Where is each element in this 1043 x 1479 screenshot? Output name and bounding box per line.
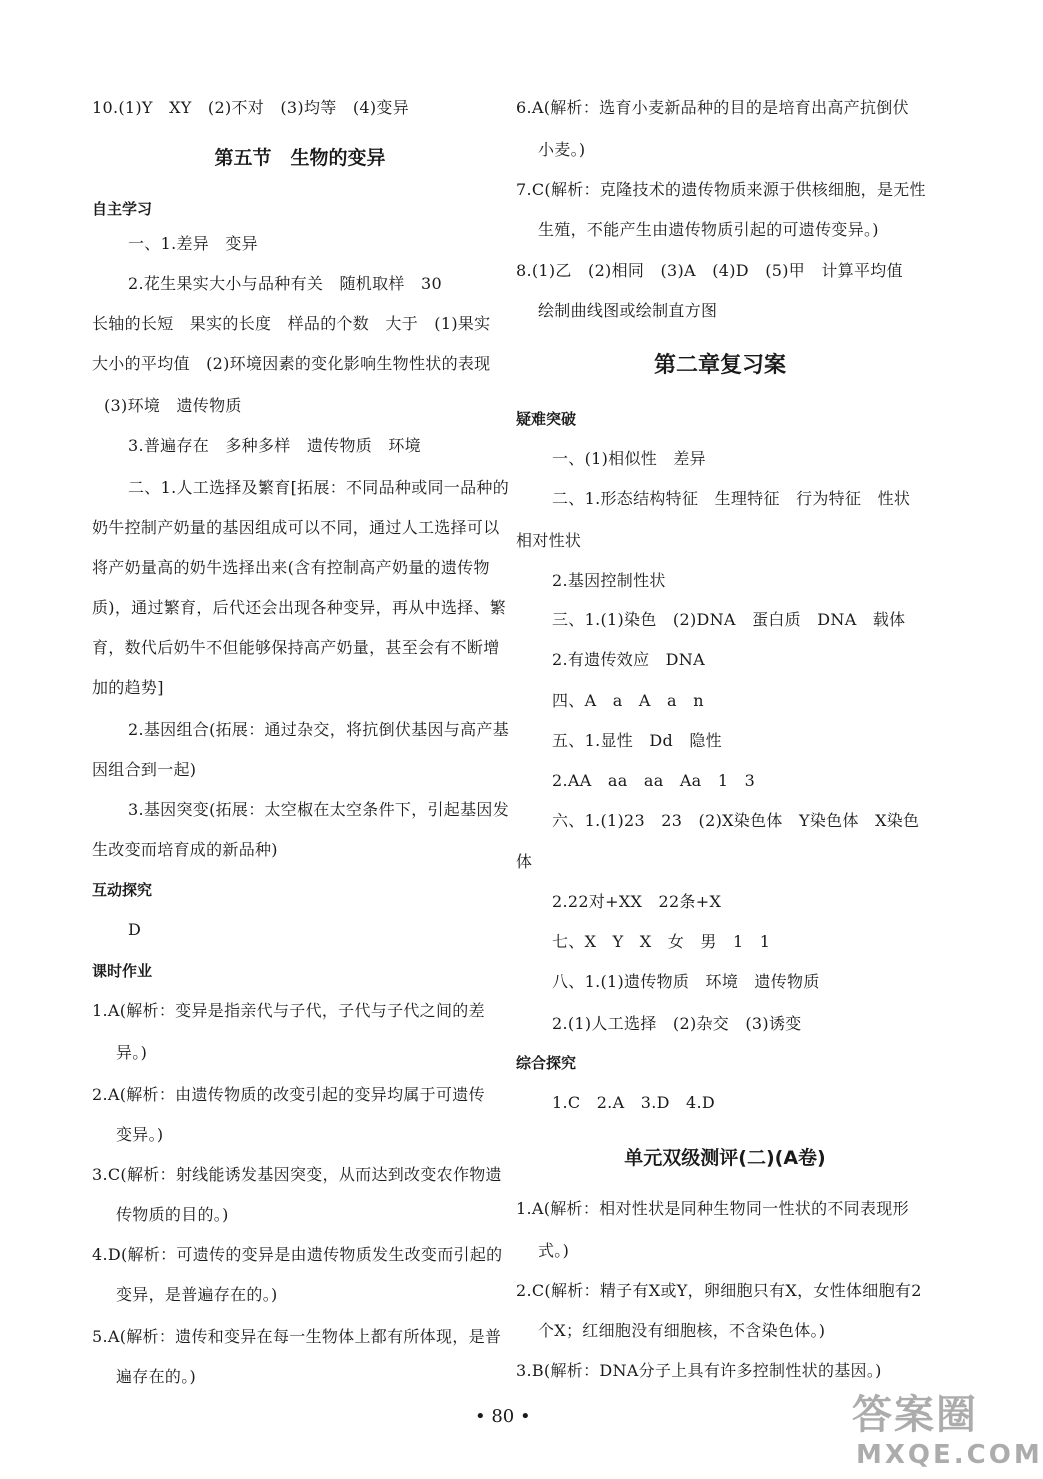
answer-line: 三、1.(1)染色 (2)DNA 蛋白质 DNA 载体: [552, 610, 906, 629]
answer-line: 2.花生果实大小与品种有关 随机取样 30: [128, 274, 442, 293]
answer-line: 一、(1)相似性 差异: [552, 449, 706, 468]
answer-line: 绘制曲线图或绘制直方图: [538, 301, 718, 320]
answer-line: 1.A(解析：变异是指亲代与子代，子代与子代之间的差: [92, 1001, 485, 1020]
chapter-title: 第二章复习案: [653, 353, 786, 378]
answer-line: 二、1.人工选择及繁育[拓展：不同品种或同一品种的: [128, 478, 510, 497]
answer-line: 遍存在的。): [116, 1367, 197, 1386]
answer-line: 2.22对+XX 22条+X: [552, 892, 722, 911]
answer-line: 变异。): [116, 1125, 164, 1144]
answer-line: 五、1.显性 Dd 隐性: [552, 731, 722, 750]
answer-line: 小麦。): [538, 140, 586, 159]
answer-line: 2.基因组合(拓展：通过杂交，将抗倒伏基因与高产基: [128, 720, 510, 739]
answer-line: 2.A(解析：由遗传物质的改变引起的变异均属于可遗传: [92, 1085, 485, 1104]
subsection-heading: 自主学习: [92, 200, 153, 218]
answer-line: 生殖，不能产生由遗传物质引起的可遗传变异。): [538, 220, 879, 239]
answer-line: 因组合到一起): [92, 760, 197, 779]
answer-line: 2.C(解析：精子有X或Y，卵细胞只有X，女性体细胞有2: [516, 1281, 922, 1300]
answer-line: 3.普遍存在 多种多样 遗传物质 环境: [128, 436, 421, 455]
answer-line: 体: [516, 852, 533, 871]
answer-line: 3.C(解析：射线能诱发基因突变，从而达到改变农作物遗: [92, 1165, 502, 1184]
answer-line: 1.A(解析：相对性状是同种生物同一性状的不同表现形: [516, 1199, 909, 1218]
answer-line: 四、A a A a n: [552, 691, 704, 710]
watermark-url: MXQE.COM: [856, 1440, 1043, 1470]
answer-line: 5.A(解析：遗传和变异在每一生物体上都有所体现，是普: [92, 1327, 502, 1346]
subsection-heading: 课时作业: [92, 962, 153, 980]
answer-line: 2.基因控制性状: [552, 571, 666, 590]
answer-line: 相对性状: [516, 531, 582, 550]
unit-test-title: 单元双级测评(二)(A卷): [624, 1147, 826, 1169]
answer-line: 一、1.差异 变异: [128, 234, 258, 253]
subsection-heading: 互动探究: [92, 881, 153, 899]
answer-line: 3.B(解析：DNA分子上具有许多控制性状的基因。): [516, 1361, 882, 1380]
answer-line: 八、1.(1)遗传物质 环境 遗传物质: [552, 972, 820, 991]
answer-line: 生改变而培育成的新品种): [92, 840, 278, 859]
section-title: 第五节 生物的变异: [214, 147, 386, 169]
answer-line: 6.A(解析：选育小麦新品种的目的是培育出高产抗倒伏: [516, 98, 909, 117]
answer-line: 质)，通过繁育，后代还会出现各种变异，再从中选择、繁: [92, 598, 507, 617]
answer-line: 育，数代后奶牛不但能够保持高产奶量，甚至会有不断增: [92, 638, 500, 657]
answer-line: 1.C 2.A 3.D 4.D: [552, 1093, 716, 1112]
answer-line: 8.(1)乙 (2)相同 (3)A (4)D (5)甲 计算平均值: [516, 261, 903, 280]
answer-line: 10.(1)Y XY (2)不对 (3)均等 (4)变异: [92, 98, 410, 117]
answer-line: 3.基因突变(拓展：太空椒在太空条件下，引起基因发: [128, 800, 510, 819]
answer-line: 个X；红细胞没有细胞核，不含染色体。): [538, 1321, 826, 1340]
answer-line: 4.D(解析：可遗传的变异是由遗传物质发生改变而引起的: [92, 1245, 503, 1264]
answer-line: 将产奶量高的奶牛选择出来(含有控制高产奶量的遗传物: [92, 558, 490, 577]
answer-line: 七、X Y X 女 男 1 1: [552, 932, 771, 951]
subsection-heading: 综合探究: [516, 1054, 577, 1072]
watermark-logo: 答案圈: [852, 1392, 978, 1438]
answer-line: 加的趋势]: [92, 678, 164, 697]
answer-line: 7.C(解析：克隆技术的遗传物质来源于供核细胞，是无性: [516, 180, 926, 199]
answer-line: 2.(1)人工选择 (2)杂交 (3)诱变: [552, 1014, 802, 1033]
answer-line: 传物质的目的。): [116, 1205, 229, 1224]
answer-line: 大小的平均值 (2)环境因素的变化影响生物性状的表现: [92, 354, 491, 373]
answer-line: 式。): [538, 1241, 570, 1260]
answer-line: (3)环境 遗传物质: [104, 396, 242, 415]
answer-line: 变异，是普遍存在的。): [116, 1285, 278, 1304]
answer-line: 六、1.(1)23 23 (2)X染色体 Y染色体 X染色: [552, 811, 920, 830]
answer-line: 异。): [116, 1043, 148, 1062]
answer-line: 2.AA aa aa Aa 1 3: [552, 771, 756, 790]
answer-line: 奶牛控制产奶量的基因组成可以不同，通过人工选择可以: [92, 518, 500, 537]
answer-line: 二、1.形态结构特征 生理特征 行为特征 性状: [552, 489, 911, 508]
page-number: • 80 •: [475, 1406, 531, 1427]
answer-line: 2.有遗传效应 DNA: [552, 650, 705, 669]
subsection-heading: 疑难突破: [516, 410, 577, 428]
answer-line: 长轴的长短 果实的长度 样品的个数 大于 (1)果实: [92, 314, 491, 333]
answer-line: D: [128, 920, 142, 939]
